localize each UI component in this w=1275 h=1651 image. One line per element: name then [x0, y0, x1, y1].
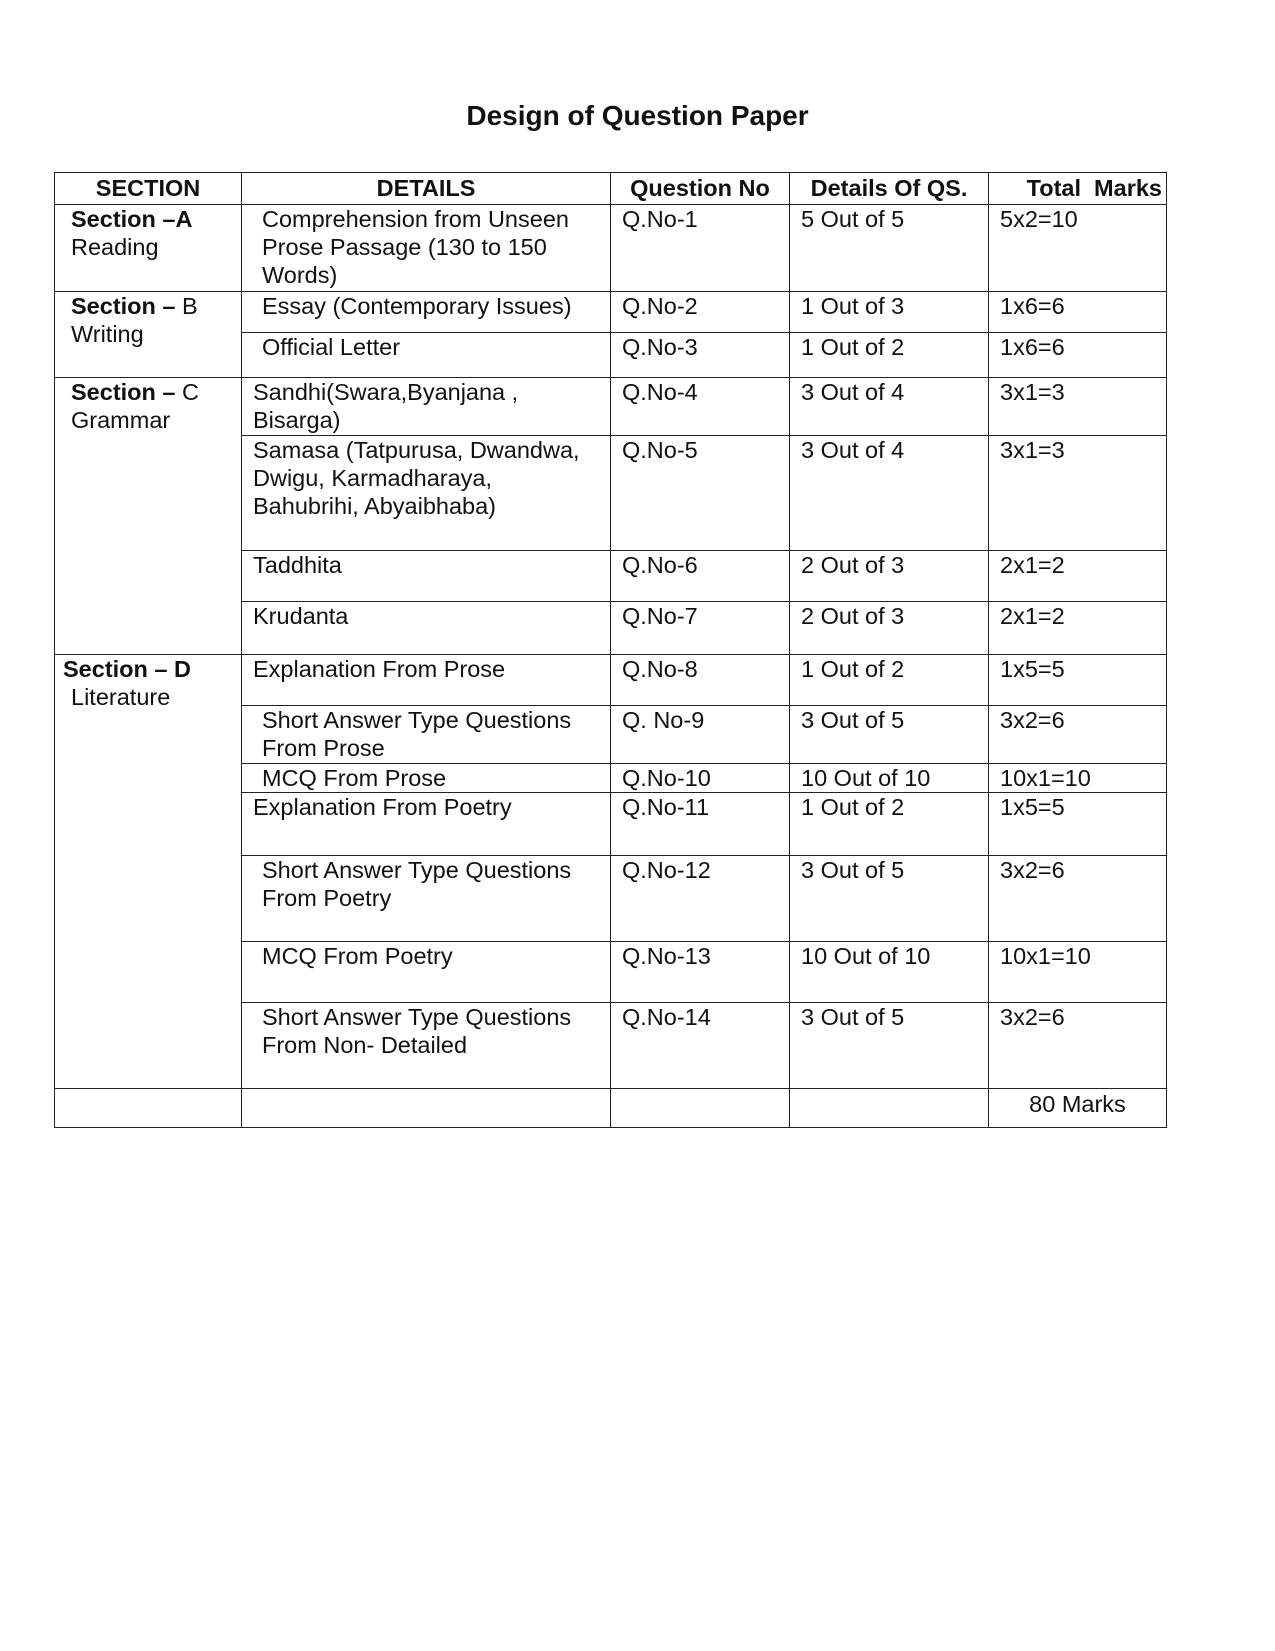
question-no-cell: Q.No-14	[611, 1003, 790, 1089]
question-no-cell: Q.No-2	[611, 292, 790, 333]
page-title: Design of Question Paper	[466, 100, 809, 131]
empty-cell	[55, 1089, 242, 1128]
details-cell: Explanation From Prose	[242, 655, 611, 706]
section-title: Section –	[71, 379, 176, 405]
details-of-qs-cell: 2 Out of 3	[790, 602, 989, 655]
header-question-no: Question No	[611, 173, 790, 205]
section-title: Section – D	[63, 656, 191, 682]
details-cell: Official Letter	[242, 333, 611, 378]
section-subtitle: Literature	[71, 684, 171, 710]
details-cell: Essay (Contemporary Issues)	[242, 292, 611, 333]
marks-cell: 1x6=6	[989, 333, 1167, 378]
details-of-qs-cell: 1 Out of 2	[790, 793, 989, 856]
question-no-cell: Q.No-13	[611, 942, 790, 1003]
marks-cell: 1x5=5	[989, 793, 1167, 856]
empty-cell	[790, 1089, 989, 1128]
details-of-qs-cell: 2 Out of 3	[790, 551, 989, 602]
details-cell: Taddhita	[242, 551, 611, 602]
marks-cell: 2x1=2	[989, 602, 1167, 655]
question-no-cell: Q.No-8	[611, 655, 790, 706]
header-total-marks: Total Marks	[989, 173, 1167, 205]
section-subtitle: Grammar	[71, 407, 171, 433]
marks-cell: 10x1=10	[989, 942, 1167, 1003]
marks-cell: 3x1=3	[989, 378, 1167, 436]
marks-cell: 3x2=6	[989, 856, 1167, 942]
table-row	[55, 205, 1167, 292]
details-cell: MCQ From Prose	[242, 764, 611, 793]
details-cell: Comprehension from Unseen Prose Passage (130 to 150 Words)	[242, 205, 611, 292]
question-no-cell: Q.No-3	[611, 333, 790, 378]
details-cell: Short Answer Type Questions From Prose	[242, 706, 611, 764]
details-of-qs-cell: 5 Out of 5	[790, 205, 989, 292]
question-no-cell: Q.No-7	[611, 602, 790, 655]
section-title: Section –A	[71, 206, 193, 232]
marks-cell: 5x2=10	[989, 205, 1167, 292]
details-of-qs-cell: 10 Out of 10	[790, 764, 989, 793]
table-row	[55, 378, 1167, 436]
header-section: SECTION	[55, 173, 242, 205]
section-cell	[55, 205, 242, 292]
details-cell: Short Answer Type Questions From Non- Detailed	[242, 1003, 611, 1089]
details-of-qs-cell: 3 Out of 4	[790, 378, 989, 436]
details-of-qs-cell: 3 Out of 5	[790, 1003, 989, 1089]
details-cell: Sandhi(Swara,Byanjana , Bisarga)	[242, 378, 611, 436]
question-no-cell: Q.No-10	[611, 764, 790, 793]
section-cell	[55, 292, 242, 378]
details-of-qs-cell: 10 Out of 10	[790, 942, 989, 1003]
details-of-qs-cell: 3 Out of 5	[790, 856, 989, 942]
header-details-of-qs: Details Of QS.	[790, 173, 989, 205]
details-of-qs-cell: 1 Out of 3	[790, 292, 989, 333]
header-row	[55, 173, 1167, 205]
question-no-cell: Q. No-9	[611, 706, 790, 764]
section-title-letter: C	[175, 379, 199, 405]
section-title-letter: B	[175, 293, 198, 319]
details-of-qs-cell: 1 Out of 2	[790, 333, 989, 378]
marks-cell: 10x1=10	[989, 764, 1167, 793]
question-no-cell: Q.No-11	[611, 793, 790, 856]
empty-cell	[611, 1089, 790, 1128]
header-details: DETAILS	[242, 173, 611, 205]
marks-cell: 3x1=3	[989, 436, 1167, 551]
details-of-qs-cell: 3 Out of 5	[790, 706, 989, 764]
section-cell	[55, 655, 242, 1089]
details-cell: Short Answer Type Questions From Poetry	[242, 856, 611, 942]
question-no-cell: Q.No-5	[611, 436, 790, 551]
marks-cell: 1x5=5	[989, 655, 1167, 706]
details-cell: Krudanta	[242, 602, 611, 655]
details-cell: MCQ From Poetry	[242, 942, 611, 1003]
marks-cell: 3x2=6	[989, 706, 1167, 764]
marks-cell: 1x6=6	[989, 292, 1167, 333]
section-title: Section –	[71, 293, 176, 319]
details-of-qs-cell: 1 Out of 2	[790, 655, 989, 706]
table-row	[55, 655, 1167, 706]
section-subtitle: Reading	[71, 234, 159, 260]
details-of-qs-cell: 3 Out of 4	[790, 436, 989, 551]
details-cell: Samasa (Tatpurusa, Dwandwa, Dwigu, Karmadharaya, Bahubrihi, Abyaibhaba)	[242, 436, 611, 551]
marks-cell: 2x1=2	[989, 551, 1167, 602]
question-no-cell: Q.No-12	[611, 856, 790, 942]
question-no-cell: Q.No-6	[611, 551, 790, 602]
question-no-cell: Q.No-4	[611, 378, 790, 436]
marks-cell: 3x2=6	[989, 1003, 1167, 1089]
total-row	[55, 1089, 1167, 1128]
details-cell: Explanation From Poetry	[242, 793, 611, 856]
table-row	[55, 292, 1167, 333]
question-paper-design-table	[54, 172, 1167, 1128]
total-marks-value: 80 Marks	[989, 1089, 1167, 1128]
section-cell	[55, 378, 242, 655]
question-no-cell: Q.No-1	[611, 205, 790, 292]
section-subtitle: Writing	[71, 321, 144, 347]
empty-cell	[242, 1089, 611, 1128]
